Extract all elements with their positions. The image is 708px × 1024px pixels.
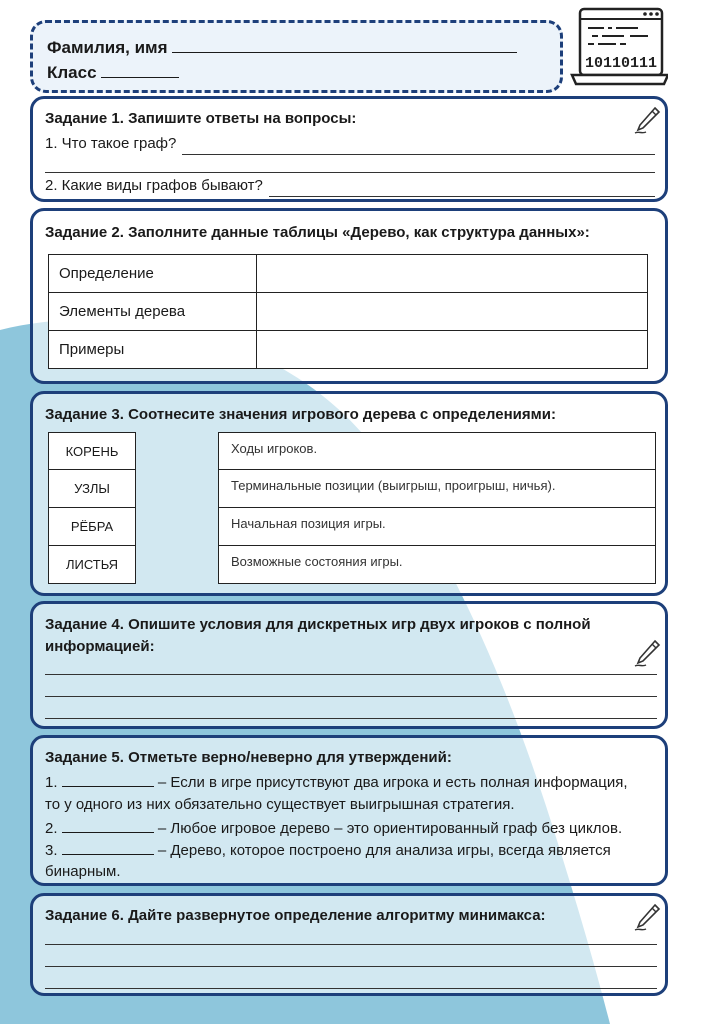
statement-1-number: 1. (45, 774, 58, 791)
term-box[interactable]: КОРЕНЬ (48, 432, 136, 470)
task6-answer-line[interactable] (45, 988, 657, 989)
table-label: Определение (49, 255, 257, 293)
task2-card (30, 208, 668, 384)
class-field[interactable] (101, 61, 179, 78)
statement-3 (45, 838, 611, 862)
task1-q2-answer-line[interactable] (269, 180, 655, 197)
statement-2-number: 2. (45, 820, 58, 837)
task1-q2 (45, 174, 655, 197)
task4-card (30, 601, 668, 729)
statement-1 (45, 770, 628, 794)
statement-2 (45, 816, 622, 840)
task5-title: Задание 5. Отметьте верно/неверно для утверждений: (45, 749, 452, 766)
table-row (49, 331, 648, 369)
definition-box[interactable]: Ходы игроков. (218, 432, 656, 470)
pen-icon (633, 902, 661, 932)
term-box[interactable]: УЗЛЫ (48, 470, 136, 508)
definitions-list (218, 432, 656, 584)
definition-box[interactable]: Терминальные позиции (выигрыш, проигрыш, ничья). (218, 470, 656, 508)
statement-3-number: 3. (45, 842, 58, 859)
table-answer-cell[interactable] (257, 255, 648, 293)
task5-card (30, 735, 668, 886)
task4-title-line1: Задание 4. Опишите условия для дискретных игр двух игроков с полной (45, 616, 591, 633)
task1-answer-line[interactable] (45, 172, 655, 173)
statement-1-text: – Если в игре присутствуют два игрока и есть полная информация, (157, 774, 628, 791)
computer-icon (568, 6, 668, 88)
table-row (49, 293, 648, 331)
task4-title-line2: информацией: (45, 638, 155, 655)
task6-answer-line[interactable] (45, 966, 657, 967)
statement-1-cont: то у одного из них обязательно существует выигрышная стратегия. (45, 796, 515, 813)
task6-answer-line[interactable] (45, 944, 657, 945)
table-answer-cell[interactable] (257, 331, 648, 369)
task3-card (30, 391, 668, 596)
task1-card (30, 96, 668, 202)
table-answer-cell[interactable] (257, 293, 648, 331)
pen-icon (633, 638, 661, 668)
statement-2-text: – Любое игровое дерево – это ориентированный граф без циклов. (157, 820, 623, 837)
table-label: Элементы дерева (49, 293, 257, 331)
statement-3-answer[interactable] (62, 838, 154, 855)
table-row (49, 255, 648, 293)
task1-q2-text: 2. Какие виды графов бывают? (45, 177, 263, 194)
task1-q1-answer-line[interactable] (182, 138, 655, 155)
table-label: Примеры (49, 331, 257, 369)
statement-3-cont: бинарным. (45, 863, 121, 880)
task4-answer-line[interactable] (45, 718, 657, 719)
class-label: Класс (47, 63, 97, 82)
name-field[interactable] (172, 36, 517, 53)
pen-icon (633, 105, 661, 135)
task4-answer-line[interactable] (45, 674, 657, 675)
computer-icon-text: 10110111 (584, 55, 658, 72)
statement-3-text: – Дерево, которое построено для анализа игры, всегда является (157, 842, 611, 859)
statement-2-answer[interactable] (62, 816, 154, 833)
definition-box[interactable]: Возможные состояния игры. (218, 546, 656, 584)
name-label: Фамилия, имя (47, 38, 168, 57)
task6-title: Задание 6. Дайте развернутое определение алгоритму минимакса: (45, 907, 546, 924)
task3-title: Задание 3. Соотнесите значения игрового дерева с определениями: (45, 406, 556, 423)
definition-box[interactable]: Начальная позиция игры. (218, 508, 656, 546)
task1-q1-text: 1. Что такое граф? (45, 135, 177, 152)
term-box[interactable]: ЛИСТЬЯ (48, 546, 136, 584)
student-info-card (30, 20, 563, 93)
statement-1-answer[interactable] (62, 770, 154, 787)
task6-card (30, 893, 668, 996)
class-row (47, 60, 546, 85)
task4-answer-line[interactable] (45, 696, 657, 697)
tree-table (48, 254, 648, 369)
terms-list (48, 432, 136, 584)
task2-title: Задание 2. Заполните данные таблицы «Дерево, как структура данных»: (45, 224, 590, 241)
task1-q1 (45, 132, 655, 155)
task1-title: Задание 1. Запишите ответы на вопросы: (45, 110, 357, 127)
term-box[interactable]: РЁБРА (48, 508, 136, 546)
name-row (47, 35, 546, 60)
